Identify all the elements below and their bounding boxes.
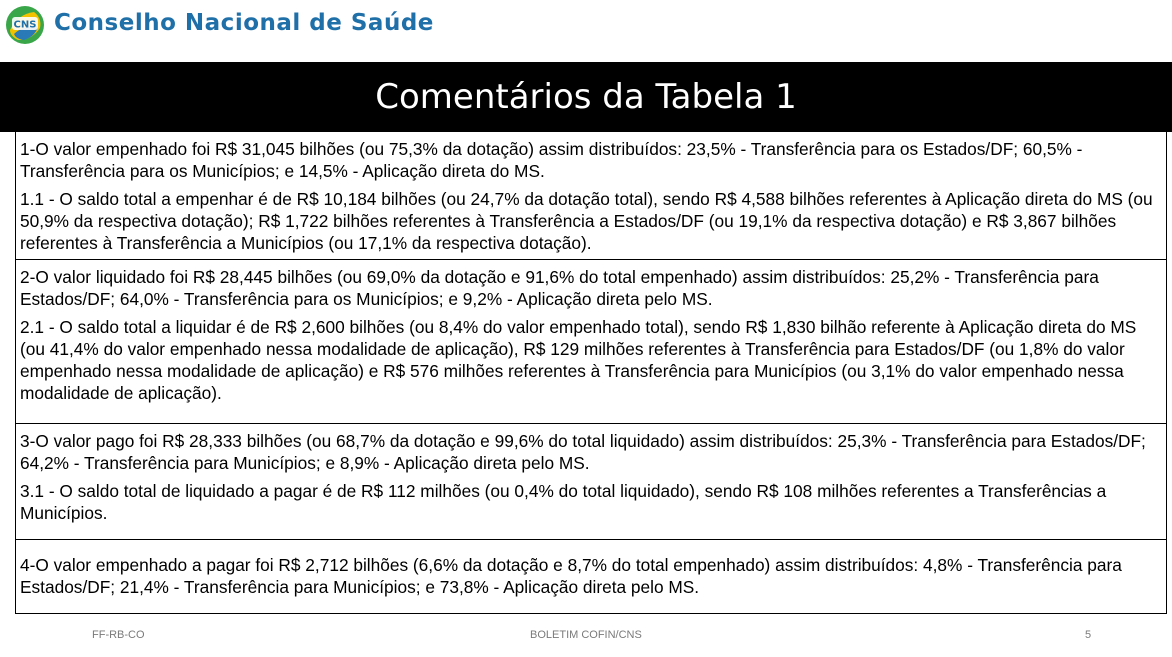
svg-text:CNS: CNS <box>13 19 37 31</box>
comment-block-4 <box>16 540 1166 614</box>
cns-logo-icon <box>4 4 46 46</box>
comment-block-3 <box>16 424 1166 540</box>
page-number: 5 <box>1085 629 1092 641</box>
comment-paragraph: 3.1 - O saldo total de liquidado a pagar é de R$ 112 milhões (ou 0,4% do total liquidado), sendo R$ 108 milhões referentes a Transferências a Municípios. <box>20 481 1107 523</box>
title-bar <box>0 62 1172 132</box>
comment-block-1 <box>16 132 1166 260</box>
page-title: Comentários da Tabela 1 <box>375 77 797 117</box>
comments-table <box>15 132 1167 614</box>
footer-left-text: FF-RB-CO <box>92 629 145 641</box>
comment-paragraph: 2.1 - O saldo total a liquidar é de R$ 2,600 bilhões (ou 8,4% do valor empenhado total), sendo R$ 1,830 bilhão referente à Aplicação direta do MS (ou 41,4% do valor empenhado nessa modalidade de aplicação), R$ 129 milhões referentes à Transferência para Estados/DF (ou 1,8% do valor empenhado nessa modalidade de aplicação) e R$ 576 milhões referentes à Transferência para Municípios (ou 3,1% do valor empenhado nessa modalidade de aplicação). <box>20 317 1137 403</box>
page-header <box>0 0 1172 62</box>
footer-center-text: BOLETIM COFIN/CNS <box>530 629 642 641</box>
comment-paragraph: 4-O valor empenhado a pagar foi R$ 2,712 bilhões (6,6% da dotação e 8,7% do total empenhado) assim distribuídos: 4,8% - Transferência para Estados/DF; 21,4% - Transferência para Municípios; e 73,8% - Aplicação direta pelo MS. <box>20 555 1122 597</box>
comment-paragraph: 3-O valor pago foi R$ 28,333 bilhões (ou 68,7% da dotação e 99,6% do total liquidado) assim distribuídos: 25,3% - Transferência para Estados/DF; 64,2% - Transferência para Municípios; e 8,9% - Aplicação direta pelo MS. <box>20 431 1146 473</box>
organization-name: Conselho Nacional de Saúde <box>54 10 434 36</box>
comment-paragraph: 2-O valor liquidado foi R$ 28,445 bilhões (ou 69,0% da dotação e 91,6% do total empenhado) assim distribuídos: 25,2% - Transferência para Estados/DF; 64,0% - Transferência para os Municípios; e 9,2% - Aplicação direta pelo MS. <box>20 267 1099 309</box>
page-footer <box>0 627 1172 647</box>
comment-paragraph: 1-O valor empenhado foi R$ 31,045 bilhões (ou 75,3% da dotação) assim distribuídos: 23,5% - Transferência para os Estados/DF; 60,5% - Transferência para os Municípios; e 14,5% - Aplicação direta do MS. <box>20 139 1083 181</box>
comment-block-2 <box>16 260 1166 424</box>
comment-paragraph: 1.1 - O saldo total a empenhar é de R$ 10,184 bilhões (ou 24,7% da dotação total), sendo R$ 4,588 bilhões referentes à Aplicação direta do MS (ou 50,9% da respectiva dotação); R$ 1,722 bilhões referentes à Transferência a Estados/DF (ou 19,1% da respectiva dotação) e R$ 3,867 bilhões referentes à Transferência a Municípios (ou 17,1% da respectiva dotação). <box>20 189 1153 253</box>
